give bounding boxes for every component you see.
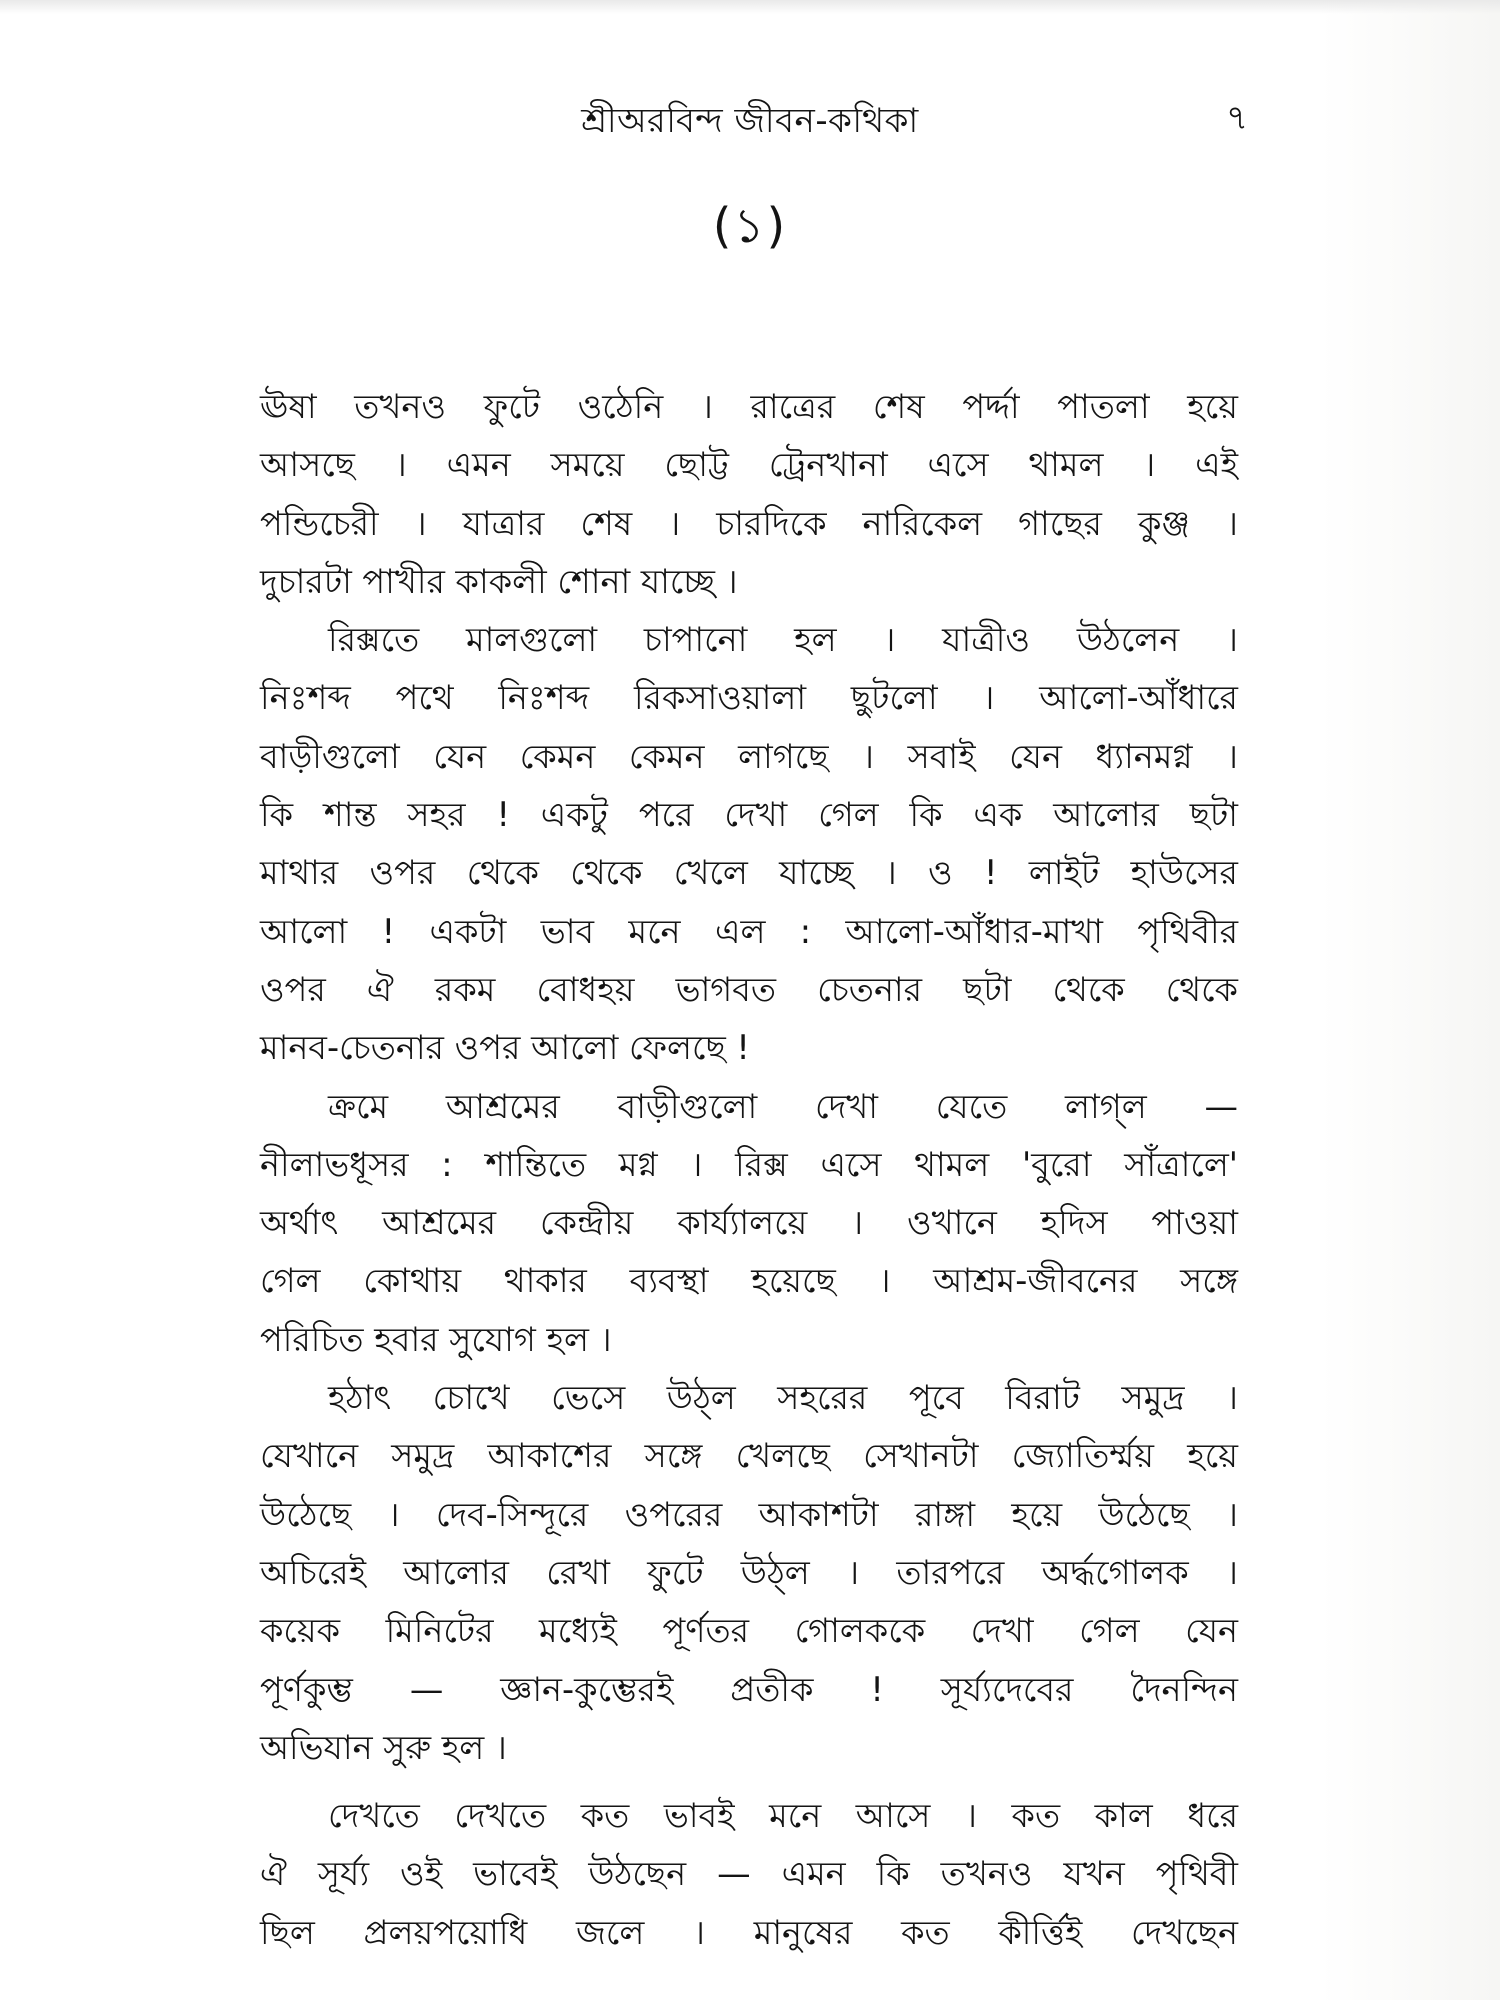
- text-line: ছিল প্রলয়পয়োধি জলে । মানুষের কত কীর্ত্তিই দেখছেন: [260, 1912, 1238, 1952]
- text-line: অর্থাৎ আশ্রমের কেন্দ্রীয় কার্য্যালয়ে । ওখানে হদিস পাওয়া: [260, 1203, 1238, 1243]
- page-number: ৭: [1226, 98, 1249, 138]
- text-line: দেখতে দেখতে কত ভাবই মনে আসে । কত কাল ধরে: [328, 1796, 1238, 1836]
- text-line: দুচারটা পাখীর কাকলী শোনা যাচ্ছে ।: [260, 561, 738, 601]
- chapter-number: (১): [712, 198, 788, 254]
- text-line: নিঃশব্দ পথে নিঃশব্দ রিকসাওয়ালা ছুটলো । আলো-আঁধারে: [260, 678, 1238, 718]
- text-line: পরিচিত হবার সুযোগ হল ।: [260, 1319, 612, 1359]
- body-text: [260, 378, 1238, 1962]
- text-line: কি শান্ত সহর ! একটু পরে দেখা গেল কি এক আলোর ছটা: [260, 795, 1238, 835]
- text-line: ঐ সূর্য্য ওই ভাবেই উঠছেন — এমন কি তখনও যখন পৃথিবী: [260, 1854, 1238, 1894]
- text-line: ঊষা তখনও ফুটে ওঠেনি । রাত্রের শেষ পর্দ্দা পাতলা হয়ে: [260, 387, 1238, 426]
- text-line: যেখানে সমুদ্র আকাশের সঙ্গে খেলছে সেখানটা জ্যোতির্ম্ময় হয়ে: [260, 1436, 1238, 1476]
- paragraph-gap: [260, 1777, 1238, 1787]
- text-line: ওপর ঐ রকম বোধহয় ভাগবত চেতনার ছটা থেকে থেকে: [260, 969, 1238, 1009]
- text-line: ক্রমে আশ্রমের বাড়ীগুলো দেখা যেতে লাগ্‌ল —: [328, 1086, 1238, 1126]
- text-line: মানব-চেতনার ওপর আলো ফেলছে !: [260, 1028, 750, 1068]
- text-line: গেল কোথায় থাকার ব্যবস্থা হয়েছে । আশ্রম-জীবনের সঙ্গে: [260, 1261, 1238, 1301]
- text-line: পূর্ণকুম্ভ — জ্ঞান-কুম্ভেরই প্রতীক ! সূর্য্যদেবের দৈনন্দিন: [260, 1669, 1238, 1709]
- text-line: বাড়ীগুলো যেন কেমন কেমন লাগছে । সবাই যেন ধ্যানমগ্ন ।: [260, 736, 1238, 776]
- text-line: পন্ডিচেরী । যাত্রার শেষ । চারদিকে নারিকেল গাছের কুঞ্জ ।: [260, 503, 1238, 543]
- text-line: অভিযান সুরু হল ।: [260, 1727, 507, 1767]
- text-line: আলো ! একটা ভাব মনে এল : আলো-আঁধার-মাখা পৃথিবীর: [260, 911, 1238, 951]
- text-line: অচিরেই আলোর রেখা ফুটে উঠ্‌ল । তারপরে অর্দ্ধগোলক ।: [260, 1552, 1238, 1592]
- page-top-shadow: [0, 0, 1500, 14]
- text-line: হঠাৎ চোখে ভেসে উঠ্‌ল সহরের পূবে বিরাট সমুদ্র ।: [328, 1378, 1238, 1418]
- text-line: নীলাভধূসর : শান্তিতে মগ্ন । রিক্স এসে থামল 'বুরো সাঁত্রালে': [260, 1144, 1238, 1184]
- text-line: মাথার ওপর থেকে থেকে খেলে যাচ্ছে । ও ! লাইট হাউসের: [260, 853, 1238, 893]
- text-line: আসছে । এমন সময়ে ছোট্ট ট্রেনখানা এসে থামল । এই: [260, 445, 1238, 485]
- running-title: শ্রীঅরবিন্দ জীবন-কথিকা: [581, 101, 919, 141]
- text-line: উঠেছে । দেব-সিন্দূরে ওপরের আকাশটা রাঙ্গা হয়ে উঠেছে ।: [260, 1494, 1238, 1534]
- text-line: রিক্সতে মালগুলো চাপানো হল । যাত্রীও উঠলেন ।: [328, 620, 1238, 660]
- text-line: কয়েক মিনিটের মধ্যেই পূর্ণতর গোলককে দেখা গেল যেন: [260, 1611, 1238, 1651]
